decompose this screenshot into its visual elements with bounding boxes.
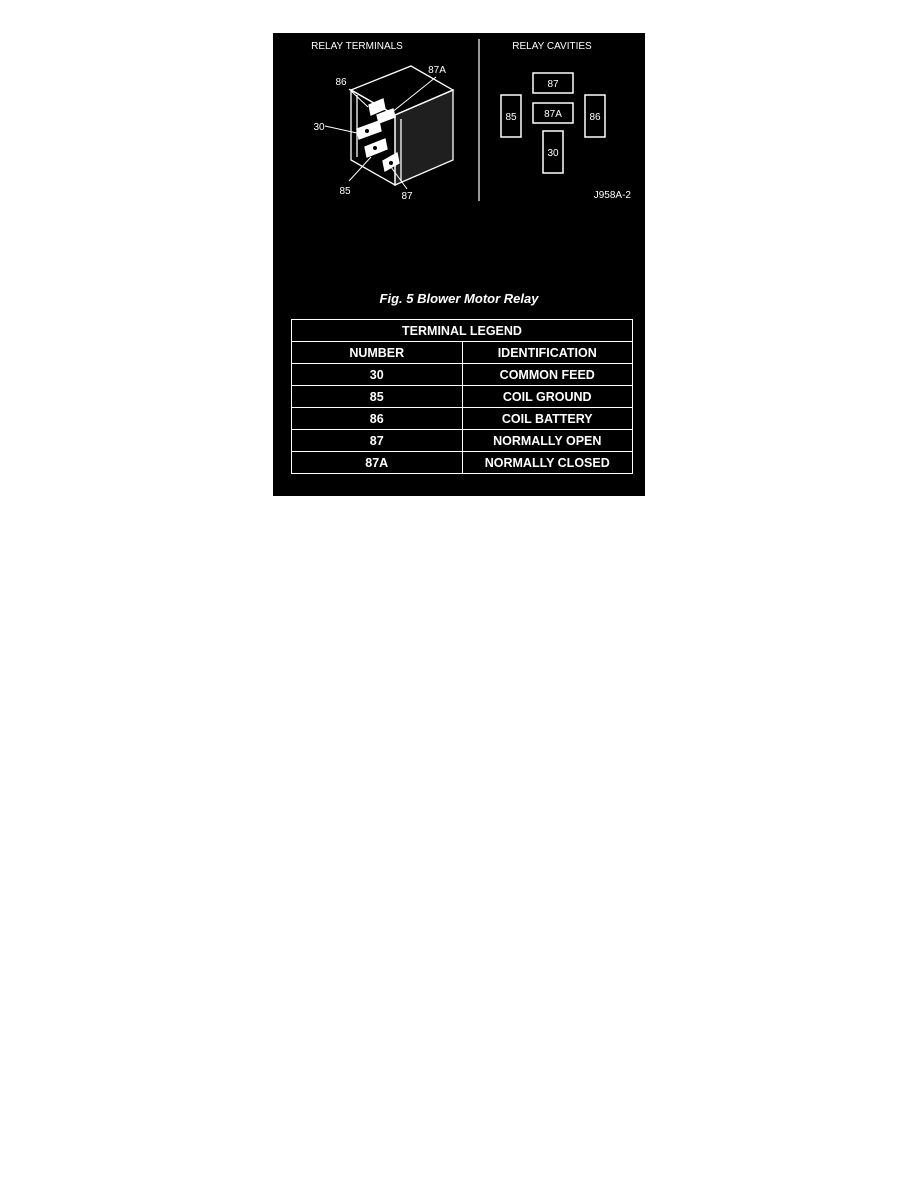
cavity-label-30: 30 <box>547 148 559 159</box>
terminals-heading: RELAY TERMINALS <box>311 41 403 52</box>
legend-number: 30 <box>292 364 463 386</box>
figure-caption: Fig. 5 Blower Motor Relay <box>379 291 539 306</box>
legend-title: TERMINAL LEGEND <box>292 320 633 342</box>
table-row <box>292 430 633 452</box>
callout-30: 30 <box>313 122 325 133</box>
legend-number: 85 <box>292 386 463 408</box>
table-row <box>292 452 633 474</box>
legend-number: 86 <box>292 408 463 430</box>
cavity-label-85: 85 <box>505 112 517 123</box>
callout-87a: 87A <box>428 65 446 76</box>
callout-87: 87 <box>401 191 413 202</box>
legend-number: 87 <box>292 430 463 452</box>
table-row <box>292 386 633 408</box>
relay-figure <box>273 33 645 496</box>
relay-terminal-blades <box>357 99 399 171</box>
legend-header-identification: IDENTIFICATION <box>462 342 633 364</box>
legend-identification: NORMALLY CLOSED <box>462 452 633 474</box>
legend-number: 87A <box>292 452 463 474</box>
callout-85: 85 <box>339 186 351 197</box>
table-row <box>292 408 633 430</box>
legend-identification: COMMON FEED <box>462 364 633 386</box>
figure-code: J958A-2 <box>593 190 631 201</box>
cavity-label-87a: 87A <box>544 109 562 120</box>
cavity-label-87: 87 <box>547 79 559 90</box>
legend-identification: NORMALLY OPEN <box>462 430 633 452</box>
relay-diagram <box>273 33 645 283</box>
legend-identification: COIL GROUND <box>462 386 633 408</box>
legend-identification: COIL BATTERY <box>462 408 633 430</box>
legend-header-number: NUMBER <box>292 342 463 364</box>
cavity-label-86: 86 <box>589 112 601 123</box>
cavities-heading: RELAY CAVITIES <box>512 41 592 52</box>
callout-86: 86 <box>335 77 347 88</box>
terminal-legend-table <box>291 319 633 474</box>
table-row <box>292 364 633 386</box>
